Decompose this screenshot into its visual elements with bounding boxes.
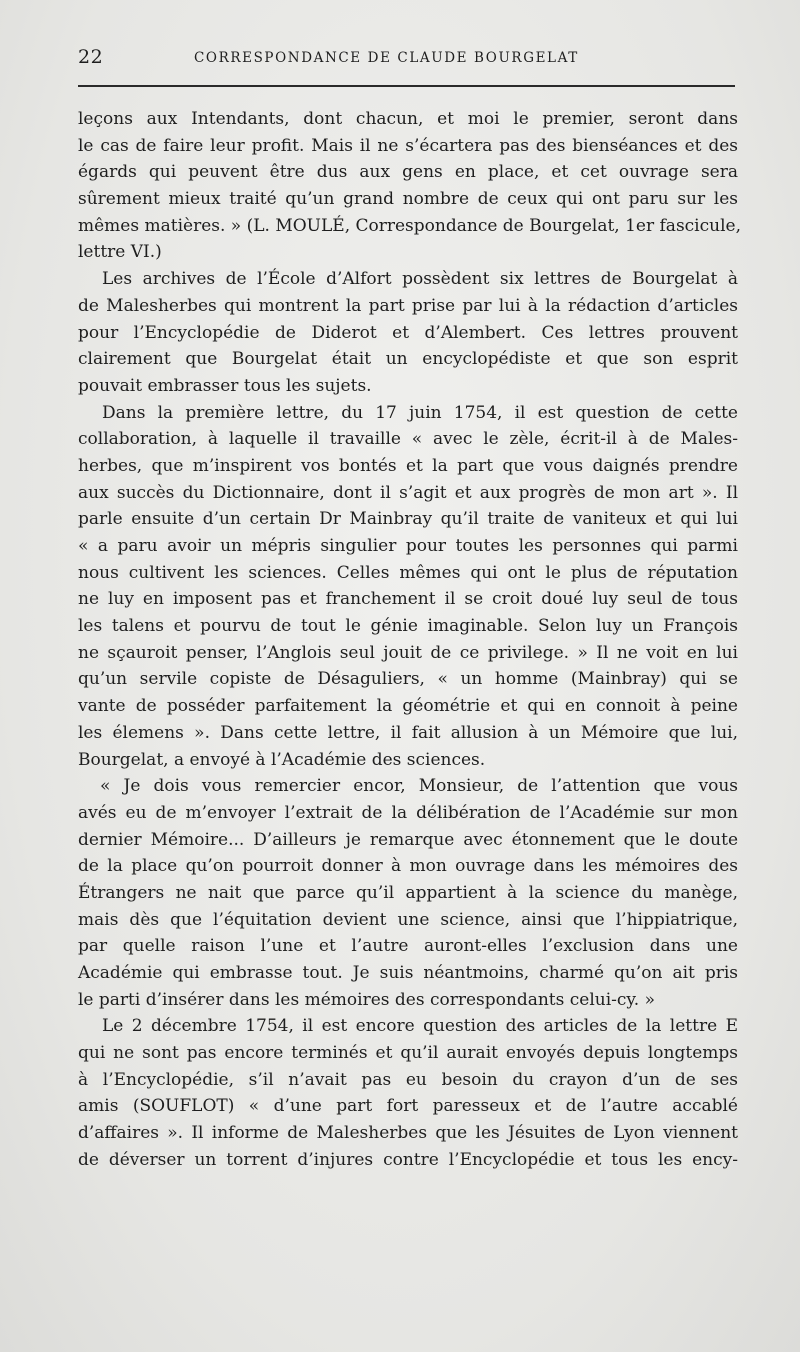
text-line: clairement que Bourgelat était un encyclopédiste et que son esprit bbox=[78, 349, 738, 370]
text-line: mêmes matières. » (L. MOULÉ, Correspondance de Bourgelat, 1er fascicule, bbox=[78, 215, 741, 236]
text-line: « a paru avoir un mépris singulier pour toutes les personnes qui parmi bbox=[78, 536, 738, 556]
text-line: de la place qu’on pourroit donner à mon ouvrage dans les mémoires des bbox=[78, 856, 738, 877]
text-line: Étrangers ne nait que parce qu’il appartient à la science du manège, bbox=[78, 882, 738, 903]
body-text bbox=[78, 106, 741, 1174]
page-header bbox=[78, 44, 734, 76]
text-line: de déverser un torrent d’injures contre l’Encyclopédie et tous les ency- bbox=[78, 1149, 738, 1170]
text-line: à l’Encyclopédie, s’il n’avait pas eu besoin du crayon d’un de ses bbox=[78, 1069, 738, 1090]
text-line: mais dès que l’équitation devient une science, ainsi que l’hippiatrique, bbox=[78, 909, 738, 930]
text-line: aux succès du Dictionnaire, dont il s’agit et aux progrès de mon art ». Il bbox=[78, 482, 738, 503]
text-line: les élemens ». Dans cette lettre, il fait allusion à un Mémoire que lui, bbox=[78, 722, 738, 743]
text-line: ne sçauroit penser, l’Anglois seul jouit de ce privilege. » Il ne voit en lui bbox=[78, 642, 738, 663]
text-line: nous cultivent les sciences. Celles mêmes qui ont le plus de réputation bbox=[78, 562, 738, 583]
text-line: collaboration, à laquelle il travaille « avec le zèle, écrit-il à de Males- bbox=[78, 429, 738, 450]
text-line: avés eu de m’envoyer l’extrait de la délibération de l’Académie sur mon bbox=[78, 802, 738, 823]
header-rule bbox=[78, 85, 735, 87]
text-line: de Malesherbes qui montrent la part prise par lui à la rédaction d’articles bbox=[78, 295, 738, 316]
text-line: dernier Mémoire... D’ailleurs je remarque avec étonnement que le doute bbox=[78, 829, 738, 850]
text-line: d’affaires ». Il informe de Malesherbes que les Jésuites de Lyon viennent bbox=[78, 1123, 738, 1144]
paragraph-start: « Je dois vous remercier encor, Monsieur, de l’attention que vous bbox=[100, 776, 738, 797]
text-line: Bourgelat, a envoyé à l’Académie des sciences. bbox=[78, 749, 486, 770]
text-line: le cas de faire leur profit. Mais il ne s’écartera pas des bienséances et des bbox=[78, 135, 738, 156]
running-title: CORRESPONDANCE DE CLAUDE BOURGELAT bbox=[194, 50, 579, 66]
text-line: vante de posséder parfaitement la géométrie et qui en connoit à peine bbox=[78, 696, 738, 717]
page-number: 22 bbox=[78, 46, 104, 68]
text-line: herbes, que m’inspirent vos bontés et la part que vous daignés prendre bbox=[78, 455, 738, 476]
text-line: qu’un servile copiste de Désaguliers, « un homme (Mainbray) qui se bbox=[78, 669, 738, 690]
text-line: sûrement mieux traité qu’un grand nombre de ceux qui ont paru sur les bbox=[78, 189, 738, 210]
text-line: Académie qui embrasse tout. Je suis néantmoins, charmé qu’on ait pris bbox=[78, 963, 738, 983]
text-line: le parti d’insérer dans les mémoires des correspondants celui-cy. » bbox=[78, 989, 655, 1010]
paragraph-start: Dans la première lettre, du 17 juin 1754, il est question de cette bbox=[102, 402, 738, 423]
text-line: amis (SOUFLOT) « d’une part fort paresseux et de l’autre accablé bbox=[78, 1096, 738, 1117]
text-line: ne luy en imposent pas et franchement il se croit doué luy seul de tous bbox=[78, 589, 738, 610]
text-line: pour l’Encyclopédie de Diderot et d’Alembert. Ces lettres prouvent bbox=[78, 322, 738, 343]
text-line: leçons aux Intendants, dont chacun, et moi le premier, seront dans bbox=[78, 109, 738, 129]
paragraph-start: Les archives de l’École d’Alfort possèdent six lettres de Bourgelat à bbox=[102, 269, 738, 290]
text-line: lettre VI.) bbox=[78, 242, 162, 263]
text-line: égards qui peuvent être dus aux gens en place, et cet ouvrage sera bbox=[78, 162, 738, 183]
text-line: qui ne sont pas encore terminés et qu’il aurait envoyés depuis longtemps bbox=[78, 1043, 738, 1064]
text-line: parle ensuite d’un certain Dr Mainbray qu’il traite de vaniteux et qui lui bbox=[78, 509, 738, 530]
text-line: pouvait embrasser tous les sujets. bbox=[78, 375, 372, 396]
paragraph-start: Le 2 décembre 1754, il est encore question des articles de la lettre E bbox=[102, 1016, 738, 1037]
text-line: par quelle raison l’une et l’autre auront-elles l’exclusion dans une bbox=[78, 936, 738, 957]
text-line: les talens et pourvu de tout le génie imaginable. Selon luy un François bbox=[78, 616, 738, 637]
